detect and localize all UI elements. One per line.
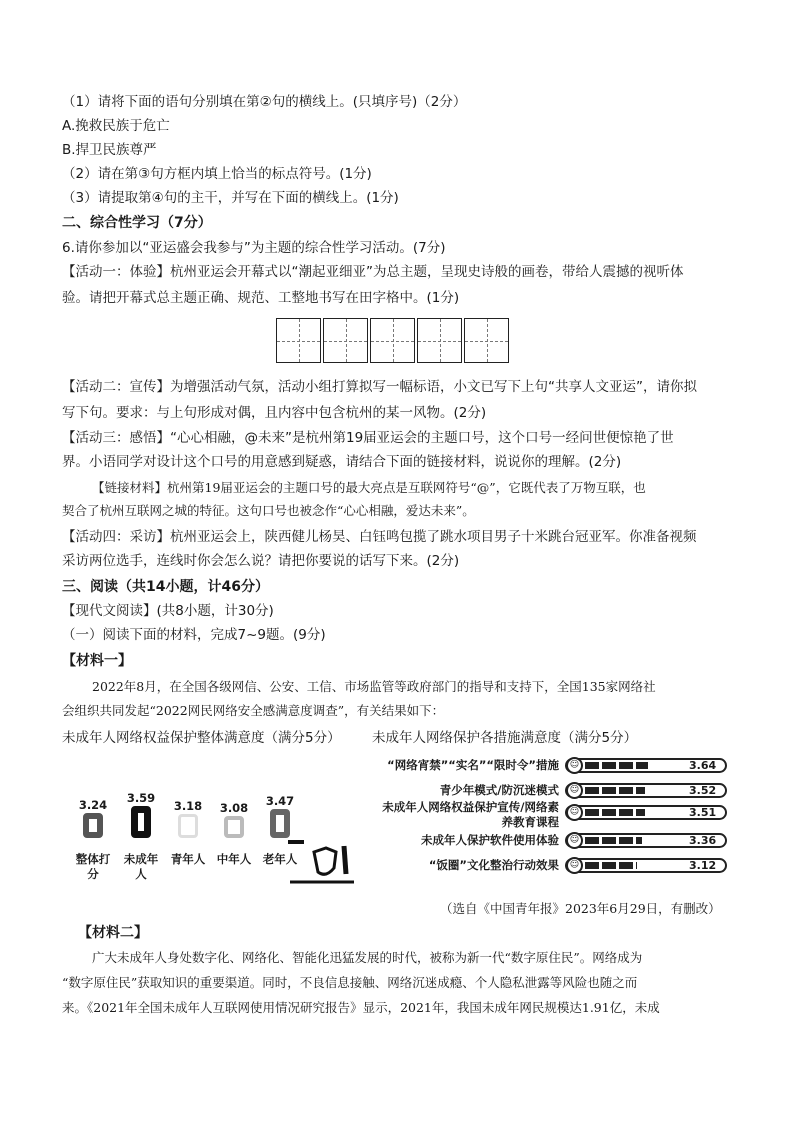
measure-bar-fill-1	[585, 787, 645, 794]
question-5-1: （1）请将下面的语句分别填在第②句的横线上。(只填序号)（2分）	[62, 94, 467, 110]
question-5-3: （3）请提取第④句的主干，并写在下面的横线上。(1分)	[62, 190, 399, 206]
section-3-heading: 三、阅读（共14小题，计46分）	[62, 579, 269, 595]
smiley-icon: ☺	[566, 832, 583, 849]
measure-label-2: 未成年人网络权益保护宣传/网络素养教育课程	[382, 800, 559, 829]
chart-2-title: 未成年人网络保护各措施满意度（满分5分）	[372, 730, 638, 746]
material-2-line-3: 来。《2021年全国未成年人互联网使用情况研究报告》显示，2021年，我国未成年网民规模达1.91亿，未成	[62, 1000, 660, 1015]
material-1-line-2: 会组织共同发起“2022网民网络安全感满意度调查”，有关结果如下：	[62, 703, 445, 718]
bar-category-label-4: 老年人	[262, 852, 298, 866]
smiley-icon: ☺	[566, 804, 583, 821]
measure-label-3: 未成年人保护软件使用体验	[421, 833, 559, 847]
part-1-heading: （一）阅读下面的材料，完成7~9题。(9分)	[62, 627, 326, 643]
activity-3-line-1: 【活动三：感悟】“心心相融，@未来”是杭州第19届亚运会的主题口号，这个口号一经问世便惊艳了世	[62, 430, 674, 446]
bar-4	[270, 809, 290, 838]
bar-value-label-4: 3.47	[265, 793, 295, 808]
measure-value-label-1: 3.52	[689, 784, 717, 797]
grid-cell[interactable]	[370, 318, 415, 363]
link-material-line-2: 契合了杭州互联网之城的特征。这句口号也被念作“心心相融，爱达未来”。	[62, 503, 475, 518]
material-2-line-2: “数字原住民”获取知识的重要渠道。同时，不良信息接触、网络沉迷成瘾、个人隐私泄露等风险也随之而	[62, 975, 638, 990]
bar-value-label-1: 3.59	[126, 791, 156, 806]
bar-3	[224, 816, 244, 838]
grid-cell[interactable]	[323, 318, 368, 363]
measure-bar-fill-0	[585, 762, 648, 769]
modern-reading-heading: 【现代文阅读】(共8小题，计30分)	[62, 603, 274, 619]
bar-value-label-2: 3.18	[173, 799, 203, 814]
bar-value-label-3: 3.08	[219, 801, 249, 816]
material-2-label: 【材料二】	[78, 925, 148, 941]
measure-bar-fill-3	[585, 837, 642, 844]
activity-3-line-2: 界。小语同学对设计这个口号的用意感到疑惑，请结合下面的链接材料，说说你的理解。(2分)	[62, 454, 622, 470]
bar-category-label-2: 青年人	[170, 852, 206, 866]
tianzige-grid	[276, 318, 509, 363]
question-5-2: （2）请在第③句方框内填上恰当的标点符号。(1分)	[62, 166, 372, 182]
measure-value-label-2: 3.51	[689, 806, 717, 819]
measure-label-0: “网络宵禁”“实名”“限时令”措施	[387, 758, 559, 772]
measure-bar-2	[565, 805, 727, 820]
bar-1	[131, 806, 151, 838]
measure-bar-3	[565, 833, 727, 848]
smiley-icon: ☺	[566, 857, 583, 874]
grid-cell[interactable]	[276, 318, 321, 363]
activity-4-line-2: 采访两位选手，连线时你会怎么说？请把你要说的话写下来。(2分)	[62, 553, 460, 569]
material-1-label: 【材料一】	[62, 653, 132, 669]
shield-logo-icon	[288, 838, 358, 886]
chart-1-title: 未成年人网络权益保护整体满意度（满分5分）	[62, 730, 341, 746]
material-2-line-1: 广大未成年人身处数字化、网络化、智能化迅猛发展的时代，被称为新一代“数字原住民”。网络成为	[92, 950, 643, 965]
measure-label-1: 青少年模式/防沉迷模式	[439, 783, 559, 797]
section-2-heading: 二、综合性学习（7分）	[62, 215, 212, 231]
measure-bar-0	[565, 758, 727, 773]
bar-category-label-3: 中年人	[216, 852, 252, 866]
measure-bar-fill-2	[585, 809, 645, 816]
measure-label-4: “饭圈”文化整治行动效果	[428, 858, 559, 872]
question-6: 6.请你参加以“亚运盛会我参与”为主题的综合性学习活动。(7分)	[62, 240, 446, 256]
smiley-icon: ☺	[566, 782, 583, 799]
measure-value-label-3: 3.36	[689, 834, 717, 847]
activity-1-line-1: 【活动一：体验】杭州亚运会开幕式以“潮起亚细亚”为总主题，呈现史诗般的画卷，带给人震撼的视听体	[62, 264, 684, 280]
measure-bar-1	[565, 783, 727, 798]
activity-1-line-2: 验。请把开幕式总主题正确、规范、工整地书写在田字格中。(1分)	[62, 290, 460, 306]
measure-value-label-0: 3.64	[689, 759, 717, 772]
material-1-line-1: 2022年8月，在全国各级网信、公安、工信、市场监管等政府部门的指导和支持下，全国135家网络社	[92, 679, 656, 694]
source-note: （选自《中国青年报》2023年6月29日，有删改）	[440, 901, 721, 916]
link-material-line-1: 【链接材料】杭州第19届亚运会的主题口号的最大亮点是互联网符号“@”，它既代表了万物互联，也	[92, 480, 646, 495]
grid-cell[interactable]	[417, 318, 462, 363]
grid-cell[interactable]	[464, 318, 509, 363]
measure-bar-4	[565, 858, 727, 873]
smiley-icon: ☺	[566, 757, 583, 774]
option-a: A.挽救民族于危亡	[62, 118, 170, 134]
measure-satisfaction-chart	[370, 755, 740, 885]
option-b: B.捍卫民族尊严	[62, 142, 157, 158]
bar-value-label-0: 3.24	[78, 798, 108, 813]
bar-2	[178, 814, 198, 838]
bar-category-label-0: 整体打分	[75, 852, 111, 881]
measure-bar-fill-4	[585, 862, 637, 869]
activity-2-line-2: 写下句。要求：与上句形成对偶，且内容中包含杭州的某一风物。(2分)	[62, 405, 487, 421]
measure-value-label-4: 3.12	[689, 859, 717, 872]
bar-0	[83, 813, 103, 838]
activity-2-line-1: 【活动二：宣传】为增强活动气氛，活动小组打算拟写一幅标语，小文已写下上句“共享人文亚运”，请你拟	[62, 379, 697, 395]
bar-category-label-1: 未成年人	[123, 852, 159, 881]
activity-4-line-1: 【活动四：采访】杭州亚运会上，陕西健儿杨昊、白钰鸣包揽了跳水项目男子十米跳台冠亚军。你准备视频	[62, 529, 697, 545]
